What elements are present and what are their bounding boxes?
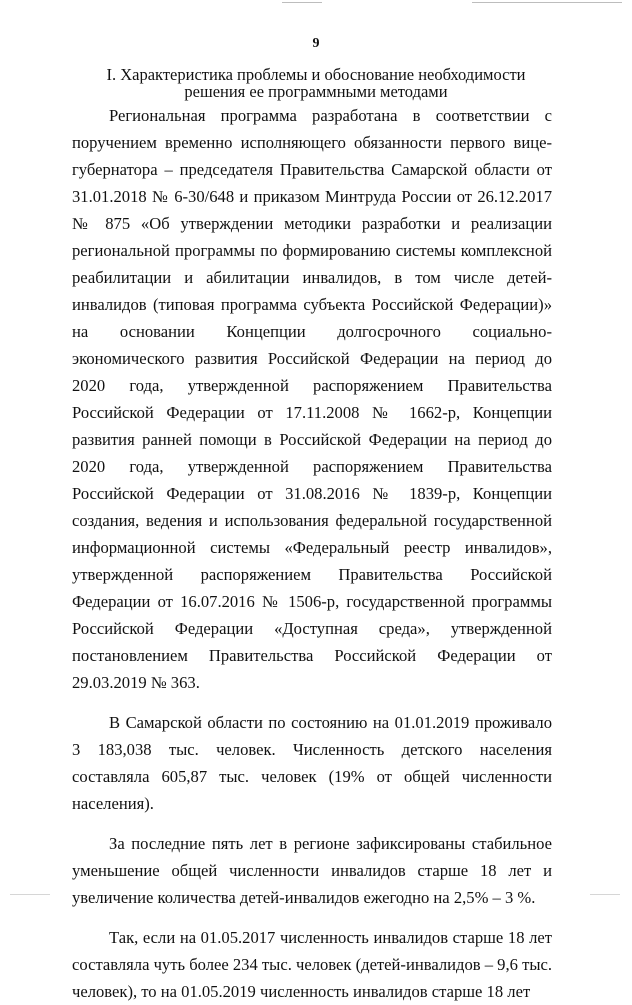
body-text <box>72 102 552 1005</box>
scan-artifact-line <box>282 2 322 3</box>
paragraph: Региональная программа разработана в соответствии с поручением временно исполняющего обязанности первого вице-губернатора – председателя Правительства Самарской области от 31.01.2018 № 6-30/648 и приказом Минтруда России от 26.12.2017 № 875 «Об утверждении методики разработки и реализации региональной программы по формированию системы комплексной реабилитации и абилитации инвалидов, в том числе детей-инвалидов (типовая программа субъекта Российской Федерации)» на основании Концепции долгосрочного социально-экономического развития Российской Федерации на период до 2020 года, утвержденной распоряжением Правительства Российской Федерации от 17.11.2008 № 1662-р, Концепции развития ранней помощи в Российской Федерации на период до 2020 года, утвержденной распоряжением Правительства Российской Федерации от 31.08.2016 № 1839-р, Концепции создания, ведения и использования федеральной государственной информационной системы «Федеральный реестр инвалидов», утвержденной распоряжением Правительства Российской Федерации от 16.07.2016 № 1506-р, государственной программы Российской Федерации «Доступная среда», утвержденной постановлением Правительства Российской Федерации от 29.03.2019 № 363. <box>72 106 552 692</box>
section-heading-line-1: I. Характеристика проблемы и обоснование необходимости <box>106 65 526 84</box>
page-number: 9 <box>312 36 320 51</box>
paragraph: За последние пять лет в регионе зафиксированы стабильное уменьшение общей численности инвалидов старше 18 лет и увеличение количества детей-инвалидов ежегодно на 2,5% – 3 %. <box>72 834 552 907</box>
scan-artifact-line <box>10 894 50 895</box>
scan-artifact-line <box>590 894 620 895</box>
section-heading <box>72 66 560 100</box>
paragraph: Так, если на 01.05.2017 численность инвалидов старше 18 лет составляла чуть более 234 тыс. человек (детей-инвалидов – 9,6 тыс. человек), то на 01.05.2019 численность инвалидов старше 18 лет <box>72 928 552 1001</box>
scan-artifact-line <box>472 2 622 3</box>
paragraph: В Самарской области по состоянию на 01.01.2019 проживало 3 183,038 тыс. человек. Численность детского населения составляла 605,87 тыс. человек (19% от общей численности населения). <box>72 713 552 813</box>
section-heading-line-2: решения ее программными методами <box>184 82 448 101</box>
